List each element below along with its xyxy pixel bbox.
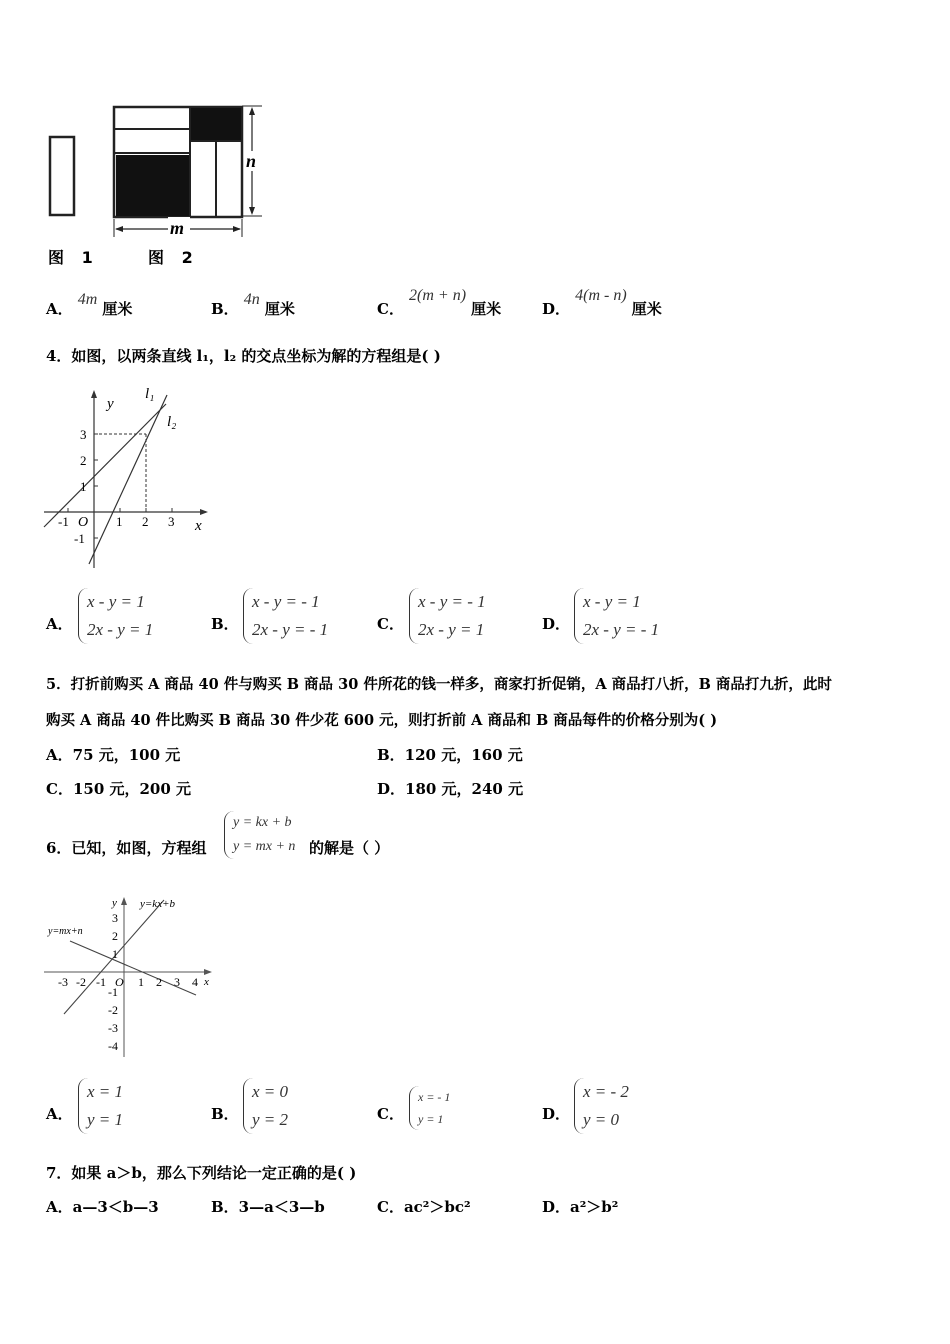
equation-1: x - y = 1 [583,592,641,611]
option-label: D． [542,300,571,318]
q3-option-b[interactable] [211,288,295,318]
equation-1: x - y = 1 [87,592,145,611]
fig2-caption: 图 2 [148,248,199,267]
equation-2: 2x - y = 1 [418,620,485,639]
q7-option-b[interactable]: B．3—a＜3—b [211,1198,325,1216]
q6-option-a-label[interactable]: A． [46,1105,73,1123]
equation-2: y = 1 [87,1110,124,1129]
q5-option-d[interactable]: D．180 元，240 元 [377,780,524,798]
q4-option-a-system [78,588,153,644]
q4-option-d-label[interactable]: D． [542,615,571,633]
shaded-region-left [116,155,189,216]
l1-label: l₁ [145,386,155,402]
m-label: m [170,218,185,238]
q6-option-c-label[interactable]: C． [377,1105,404,1123]
q3-option-c[interactable] [377,284,502,318]
q6-option-d-system [574,1078,629,1134]
option-unit: 厘米 [102,300,133,318]
q4-option-a-label[interactable]: A． [46,615,73,633]
option-unit: 厘米 [264,300,295,318]
equation-1: x = 0 [252,1082,289,1101]
y-axis-label: y [107,396,114,412]
equation-2: y = 2 [252,1110,289,1129]
option-math: 4m [77,291,98,308]
q3-option-a[interactable] [46,288,133,318]
q4-option-c-system [409,588,486,644]
x-axis-label: x [195,518,202,534]
n-label: n [246,151,257,171]
x-axis-label: x [204,976,209,988]
option-math: 2(m + n) [409,287,467,304]
y-tick: 3 [112,911,118,925]
rectangles-diagram [40,95,280,275]
q3-figure [40,95,280,275]
l2-label: l₂ [167,414,177,430]
q5-stem-line1: 5．打折前购买 A 商品 40 件与购买 B 商品 30 件所花的钱一样多，商家打折促销，A 商品打八折，B 商品打九折，此时 [46,676,832,693]
q6-option-a-system [78,1078,123,1134]
q4-option-b-label[interactable]: B． [211,615,239,633]
x-tick: 3 [168,514,175,529]
line-l1 [89,395,167,564]
x-tick: 2 [142,514,149,529]
origin-label: O [115,975,124,989]
equation-2: y = mx + n [233,839,296,854]
y-tick: -1 [74,531,85,546]
coordinate-graph [40,893,220,1063]
q6-option-d-label[interactable]: D． [542,1105,571,1123]
q7-option-a[interactable]: A．a—3＜b—3 [46,1198,159,1216]
q4-graph [40,378,215,573]
equation-1: x - y = - 1 [418,592,486,611]
equation-1: x = - 1 [418,1090,451,1104]
q4-option-d-system [574,588,659,644]
q5-stem-line2: 购买 A 商品 40 件比购买 B 商品 30 件少花 600 元，则打折前 A 商品和 B 商品每件的价格分别为( ) [46,712,718,729]
equation-2: 2x - y = - 1 [252,620,329,639]
q7-option-c[interactable]: C．ac²＞bc² [377,1198,471,1216]
x-tick: -2 [76,975,86,989]
line-l2 [44,404,166,527]
y-tick: -4 [108,1039,118,1053]
q5-option-c[interactable]: C．150 元，200 元 [46,780,192,798]
y-tick: 1 [112,947,118,961]
coordinate-graph [40,378,215,573]
q4-option-c-label[interactable]: C． [377,615,404,633]
shaded-region-top-right [191,108,241,140]
q6-stem-pre: 6．已知，如图，方程组 [46,839,207,857]
q7-option-d[interactable]: D．a²＞b² [542,1198,619,1216]
q5-option-b[interactable]: B．120 元，160 元 [377,746,523,764]
y-tick: -3 [108,1021,118,1035]
x-tick: 1 [138,975,144,989]
equation-2: y = 1 [418,1112,444,1126]
x-tick: 1 [116,514,123,529]
equation-2: 2x - y = 1 [87,620,154,639]
option-label: A． [46,300,73,318]
q6-option-c-system [409,1086,450,1130]
x-tick: 2 [156,975,162,989]
y-tick: -1 [108,985,118,999]
option-label: C． [377,300,404,318]
q7-stem: 7．如果 a＞b，那么下列结论一定正确的是( ) [46,1164,357,1182]
x-tick: 3 [174,975,180,989]
kx-b-label: y=kx+b [140,898,175,910]
x-tick: -3 [58,975,68,989]
equation-1: x = - 2 [583,1082,629,1101]
y-tick: 3 [80,427,87,442]
equation-1: y = kx + b [233,815,292,830]
option-unit: 厘米 [471,300,502,318]
q4-stem: 4．如图，以两条直线 l₁，l₂ 的交点坐标为解的方程组是( ) [46,347,441,365]
x-tick: 4 [192,975,198,989]
origin-label: O [78,515,89,530]
fig1-caption: 图 1 [48,248,99,267]
q6-stem-post: 的解是（ ） [309,839,390,857]
y-tick: 2 [80,453,87,468]
mx-n-label: y=mx+n [48,926,83,937]
x-tick: -1 [96,975,106,989]
option-unit: 厘米 [631,300,662,318]
equation-2: y = 0 [583,1110,620,1129]
y-tick: 2 [112,929,118,943]
option-math: 4n [243,291,260,308]
y-axis-label: y [112,897,117,909]
q6-option-b-system [243,1078,288,1134]
equation-1: x - y = - 1 [252,592,320,611]
q3-option-d[interactable] [542,284,662,318]
q6-stem-system [224,811,295,859]
y-tick: 1 [80,479,87,494]
q4-option-b-system [243,588,328,644]
q6-graph [40,893,220,1063]
fig1-rectangle [50,137,74,215]
q6-option-b-label[interactable]: B． [211,1105,239,1123]
x-tick: -1 [58,514,69,529]
equation-1: x = 1 [87,1082,124,1101]
option-label: B． [211,300,239,318]
option-math: 4(m - n) [575,287,627,304]
y-tick: -2 [108,1003,118,1017]
q5-option-a[interactable]: A．75 元，100 元 [46,746,181,764]
equation-2: 2x - y = - 1 [583,620,660,639]
